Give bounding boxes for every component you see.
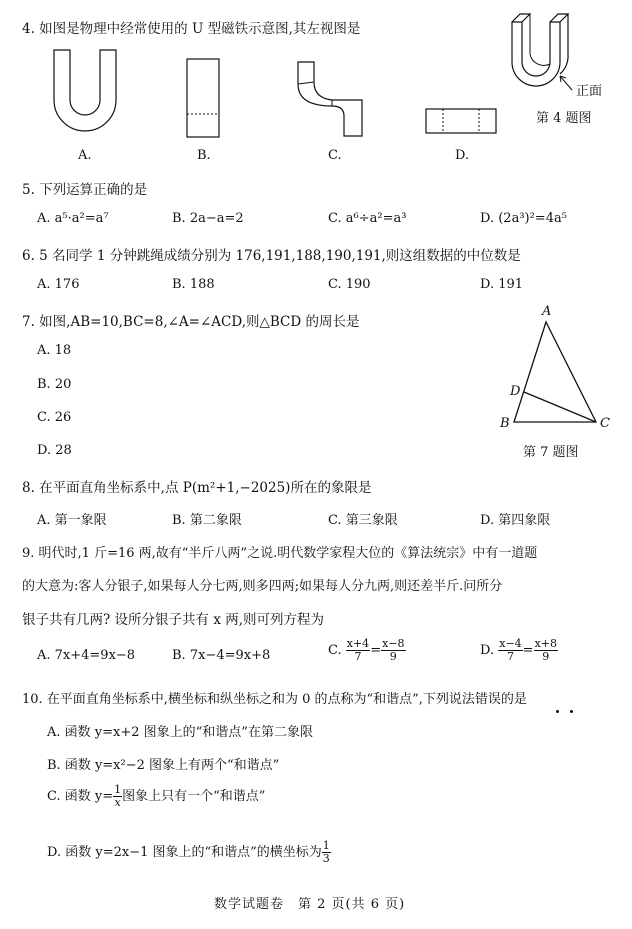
q4-option-a-label: A. bbox=[78, 148, 92, 163]
q9-option-d: D. $\frac{x-4}{7}$ = $\frac{x+8}{9}$ bbox=[480, 637, 557, 664]
q6-option-d: D. 191 bbox=[480, 277, 524, 292]
q9-option-d-prefix: D. bbox=[480, 643, 495, 659]
q5-option-b: B. 2a−a=2 bbox=[172, 211, 244, 226]
q7-label-b: B bbox=[500, 416, 510, 431]
q5-option-c: C. a⁶÷a²=a³ bbox=[328, 211, 407, 226]
q4-caption: 第 4 题图 bbox=[536, 111, 592, 126]
q9-option-c-fraction-left: $\frac{x+4}{7}$ bbox=[346, 637, 370, 664]
q7-label-a: A bbox=[542, 304, 552, 319]
emphasis-dot bbox=[570, 710, 573, 713]
q10-option-d-fraction: $\frac{1}{3}$ bbox=[322, 839, 330, 866]
q7-caption: 第 7 题图 bbox=[523, 445, 579, 460]
q4-option-b-figure bbox=[186, 58, 220, 138]
q5-option-d: D. (2a³)²=4a⁵ bbox=[480, 211, 567, 226]
q9-option-b: B. 7x−4=9x+8 bbox=[172, 648, 271, 663]
q8-option-a: A. 第一象限 bbox=[37, 513, 107, 528]
q9-option-c-fraction-right: $\frac{x-8}{9}$ bbox=[382, 637, 405, 664]
q8-option-b: B. 第二象限 bbox=[172, 513, 242, 528]
q4-stem: 4. 如图是物理中经常使用的 U 型磁铁示意图,其左视图是 bbox=[22, 21, 361, 37]
q7-stem: 7. 如图,AB=10,BC=8,∠A=∠ACD,则△BCD 的周长是 bbox=[22, 314, 360, 330]
q8-option-c: C. 第三象限 bbox=[328, 513, 398, 528]
emphasis-dot bbox=[556, 710, 559, 713]
q6-stem: 6. 5 名同学 1 分钟跳绳成绩分别为 176,191,188,190,191,则这组数据的中位数是 bbox=[22, 248, 521, 264]
q10-option-c: C. 函数 y= $\frac{1}{x}$ 图象上只有一个“和谐点” bbox=[47, 783, 266, 810]
q6-option-b: B. 188 bbox=[172, 277, 215, 292]
q4-option-a-figure bbox=[52, 48, 118, 138]
q6-option-a: A. 176 bbox=[37, 277, 80, 292]
q10-option-b: B. 函数 y=x²−2 图象上有两个“和谐点” bbox=[47, 758, 280, 773]
q7-triangle-figure bbox=[510, 318, 600, 428]
q10-option-c-fraction: $\frac{1}{x}$ bbox=[114, 783, 122, 810]
q4-3d-magnet-figure bbox=[506, 12, 576, 98]
q9-option-c: C. $\frac{x+4}{7}$ = $\frac{x-8}{9}$ bbox=[328, 637, 405, 664]
q4-front-label: 正面 bbox=[576, 84, 603, 99]
q4-option-c-figure bbox=[296, 60, 366, 140]
q10-option-d: D. 函数 y=2x−1 图象上的“和谐点”的横坐标为 $\frac{1}{3}$ bbox=[47, 839, 330, 866]
q7-option-d: D. 28 bbox=[37, 443, 72, 458]
q4-option-b-label: B. bbox=[197, 148, 211, 163]
q10-option-a: A. 函数 y=x+2 图象上的“和谐点”在第二象限 bbox=[47, 725, 313, 740]
q9-option-a: A. 7x+4=9x−8 bbox=[37, 648, 136, 663]
q9-option-d-fraction-left: $\frac{x-4}{7}$ bbox=[499, 637, 522, 664]
q4-option-c-label: C. bbox=[328, 148, 342, 163]
q5-option-a: A. a⁵·a²=a⁷ bbox=[37, 211, 109, 226]
q8-option-d: D. 第四象限 bbox=[480, 513, 551, 528]
q6-option-c: C. 190 bbox=[328, 277, 371, 292]
q9-line-1: 9. 明代时,1 斤=16 两,故有“半斤八两”之说.明代数学家程大位的《算法统宗》中有一道题 bbox=[22, 546, 538, 561]
q7-option-b: B. 20 bbox=[37, 377, 72, 392]
q9-line-3: 银子共有几两? 设所分银子共有 x 两,则可列方程为 bbox=[22, 612, 325, 628]
q7-label-d: D bbox=[510, 384, 521, 399]
q4-option-d-label: D. bbox=[455, 148, 470, 163]
page-footer: 数学试题卷 第 2 页(共 6 页) bbox=[214, 897, 406, 912]
q7-option-c: C. 26 bbox=[37, 410, 72, 425]
q9-line-2: 的大意为:客人分银子,如果每人分七两,则多四两;如果每人分九两,则还差半斤.问所分 bbox=[22, 579, 503, 594]
q7-option-a: A. 18 bbox=[37, 343, 72, 358]
q4-option-d-figure bbox=[425, 108, 497, 134]
q9-option-c-prefix: C. bbox=[328, 643, 342, 659]
q10-stem: 10. 在平面直角坐标系中,横坐标和纵坐标之和为 0 的点称为“和谐点”,下列说法错误的是 bbox=[22, 692, 527, 707]
q5-stem: 5. 下列运算正确的是 bbox=[22, 182, 148, 198]
q7-label-c: C bbox=[600, 416, 610, 431]
q8-stem: 8. 在平面直角坐标系中,点 P(m²+1,−2025)所在的象限是 bbox=[22, 480, 372, 496]
q9-option-d-fraction-right: $\frac{x+8}{9}$ bbox=[534, 637, 557, 664]
